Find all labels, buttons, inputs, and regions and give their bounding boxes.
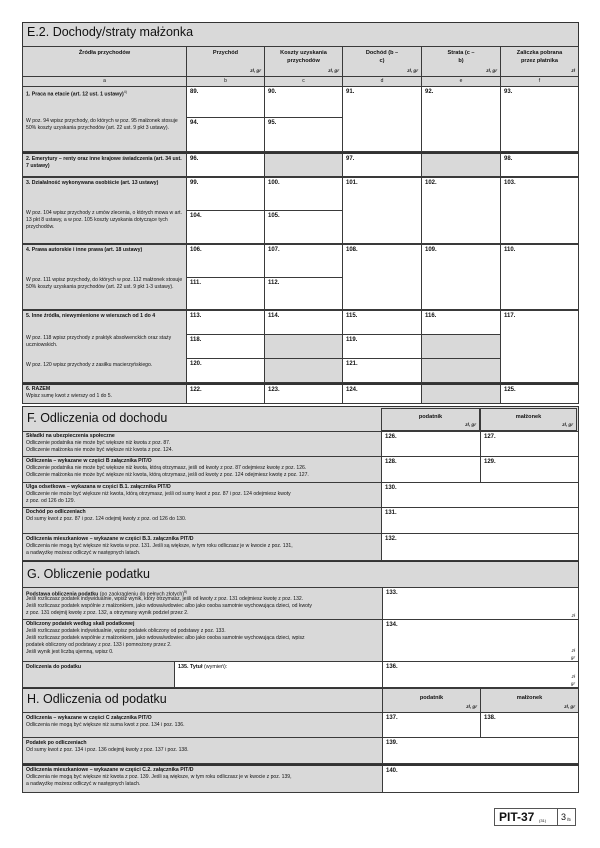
field-133[interactable]: 133. zł (382, 587, 579, 620)
field-137[interactable]: 137. (382, 712, 481, 738)
field-125[interactable]: 125. (500, 383, 579, 404)
field-139[interactable]: 139. (382, 737, 579, 764)
g-row-tax-additions: Doliczenia do podatku (22, 661, 175, 688)
field-91[interactable]: 91. (342, 86, 422, 152)
field-124[interactable]: 124. (342, 383, 422, 404)
col-header-podatnik-h: podatnik zł, gr (382, 688, 481, 713)
col-header-zaliczka: Zaliczka pobrana przez płatnika zł (500, 46, 579, 77)
field-104[interactable]: 104. (186, 210, 265, 244)
field-112[interactable]: 112. (264, 277, 343, 310)
col-header-przychod: Przychód zł, gr (186, 46, 265, 77)
section-g-title: G. Obliczenie podatku (27, 567, 150, 581)
row-1-label: 1. Praca na etacie (art. 12 ust. 1 ustawy)$^{4)}$ W poz. 94 wpisz przychody, do których w poz. 95 małżonek stosuje 50% koszty uzyskania przychodów (art. 22 ust. 9 pkt 3 ustawy). (22, 86, 187, 152)
h-row-housing-deductions: Odliczenia mieszkaniowe – wykazane w części C.2. załącznika PIT/D Odliczenia nie mogą być większe niż kwota z poz. 139. Jeśli są większe, w tym roku odliczasz je w kwocie z poz. 139, a nadwyżkę możesz odliczyć w następnych latach. (22, 764, 383, 793)
f-row-housing-deductions: Odliczenia mieszkaniowe – wykazane w części B.3. załącznika PIT/D Odliczenia nie mogą być większe niż kwota w poz. 131. Jeśli są większe, w tym roku odliczasz je w kwocie z poz. 131, a nadwyżkę możesz odliczyć w następnych latach. (22, 533, 382, 561)
h-row-tax-after-deductions: Podatek po odliczeniach Od sumy kwot z poz. 134 i poz. 136 odejmij kwoty z poz. 137 i poz. 138. (22, 737, 383, 764)
field-101[interactable]: 101. (342, 177, 422, 244)
field-103[interactable]: 103. (500, 177, 579, 244)
field-132[interactable]: 132. (381, 533, 579, 561)
page-number-box (557, 808, 576, 826)
field-116[interactable]: 116. (421, 310, 501, 335)
field-110[interactable]: 110. (500, 244, 579, 310)
col-header-malzonek: małżonek zł, gr (480, 408, 577, 431)
field-134[interactable]: 134. zł gr (382, 619, 579, 662)
field-90[interactable]: 90. (264, 86, 343, 118)
field-disabled (264, 152, 343, 177)
field-102[interactable]: 102. (421, 177, 501, 244)
col-header-sources: Źródła przychodów (22, 46, 187, 77)
field-130[interactable]: 130. (381, 482, 579, 508)
col-header-podatnik: podatnik zł, gr (381, 408, 480, 431)
field-disabled (264, 358, 343, 383)
row-2-label: 2. Emerytury – renty oraz inne krajowe świadczenia (art. 34 ust. 7 ustawy) (22, 152, 187, 177)
field-119[interactable]: 119. (342, 334, 422, 359)
field-106[interactable]: 106. (186, 244, 265, 278)
field-disabled (421, 383, 501, 404)
col-letter-c: c (264, 76, 343, 87)
section-e2-title: E.2. Dochody/straty małżonka (27, 25, 194, 39)
field-89[interactable]: 89. (186, 86, 265, 118)
f-row-social-insurance: Składki na ubezpieczenia społeczne Odliczenie podatnika nie może być większe niż kwota z poz. 87. Odliczenie małżonka nie może być większe niż kwota z poz. 124. (22, 431, 382, 457)
form-name: PIT-37 (499, 810, 535, 824)
field-117[interactable]: 117. (500, 310, 579, 383)
field-128[interactable]: 128. (381, 456, 481, 483)
field-123[interactable]: 123. (264, 383, 343, 404)
field-138[interactable]: 138. (480, 712, 579, 738)
section-h-title: H. Odliczenia od podatku (27, 692, 167, 706)
f-row-pit-o-deductions: Odliczenia – wykazane w części B załącznika PIT/O Odliczenie podatnika nie może być większe niż kwota, którą otrzymasz, jeśli od kwoty z poz. 87 odejmiesz kwotę z poz. 126. Odliczenie małżonka nie może być większe niż kwota, którą otrzymasz, jeśli od kwoty z poz. 124 odejmiesz kwotę z poz. 127. (22, 456, 382, 483)
field-120[interactable]: 120. (186, 358, 265, 383)
section-f-title: F. Odliczenia od dochodu (27, 411, 168, 425)
field-93[interactable]: 93. (500, 86, 579, 152)
field-96[interactable]: 96. (186, 152, 265, 177)
field-100[interactable]: 100. (264, 177, 343, 211)
form-version: (31) (539, 818, 547, 823)
field-disabled (421, 152, 501, 177)
field-122[interactable]: 122. (186, 383, 265, 404)
h-row-pit-o-deductions: Odliczenia – wykazane w części C załącznika PIT/O Odliczenia nie mogą być większe niż suma kwot z poz. 134 i poz. 136. (22, 712, 383, 738)
g-row-tax-base: Podstawa obliczenia podatku (po zaokrągleniu do pełnych złotych)$^{5)}$ Jeśli rozliczasz podatek indywidualnie, wpisz wynik, który otrzymasz, jeśli od kwoty z poz. 131 odejmiesz kwotę z poz. 132. Jeśli rozliczasz podatek wspólnie z małżonkiem, jako wdowa/wdowiec albo jako osoba samotnie wychowująca dzieci, od kwoty z poz. 131 odejmij kwotę z poz. 132, a otrzymany wynik podziel przez 2. (22, 587, 383, 620)
col-header-strata: Strata (c – b) zł, gr (421, 46, 501, 77)
field-136[interactable]: 136. zł gr (382, 661, 579, 688)
field-92[interactable]: 92. (421, 86, 501, 152)
f-row-interest-relief: Ulga odsetkowa – wykazana w części B.1. załącznika PIT/D Odliczenie nie może być większe niż kwota, którą otrzymasz, jeśli od sumy kwot z poz. 87 i poz. 124 odejmiesz kwoty z poz. od 126 do 129. (22, 482, 382, 508)
field-118[interactable]: 118. (186, 334, 265, 359)
field-111[interactable]: 111. (186, 277, 265, 310)
field-disabled (421, 358, 501, 383)
field-140[interactable]: 140. (382, 764, 579, 793)
field-114[interactable]: 114. (264, 310, 343, 335)
field-113[interactable]: 113. (186, 310, 265, 335)
field-97[interactable]: 97. (342, 152, 422, 177)
field-127[interactable]: 127. (480, 431, 579, 457)
field-115[interactable]: 115. (342, 310, 422, 335)
field-108[interactable]: 108. (342, 244, 422, 310)
field-98[interactable]: 98. (500, 152, 579, 177)
col-header-dochod: Dochód (b – c) zł, gr (342, 46, 422, 77)
g-row-calculated-tax: Obliczony podatek według skali podatkowej Jeśli rozliczasz podatek indywidualnie, wpisz podatek obliczony od podstawy z poz. 133. Jeśli rozliczasz podatek wspólnie z małżonkiem, jako wdowa/wdowiec albo jako osoba samotnie wychowująca dzieci, wpisz podatek obliczony od podstawy z poz. 133 i pomnożony przez 2. Jeśli wynik jest liczbą ujemną, wpisz 0. (22, 619, 383, 662)
col-header-malzonek-h: małżonek zł, gr (480, 688, 579, 713)
col-header-koszty: Koszty uzyskania przychodów zł, gr (264, 46, 343, 77)
col-letter-f: f (500, 76, 579, 87)
field-135-title[interactable]: 135. Tytuł (wymień): (174, 661, 383, 688)
field-105[interactable]: 105. (264, 210, 343, 244)
field-107[interactable]: 107. (264, 244, 343, 278)
row-3-label: 3. Działalność wykonywana osobiście (art. 13 ustawy) W poz. 104 wpisz przychody z umów zlecenia, o których mowa w art. 13 pkt 8 ustawy, a w poz. 105 koszty uzyskania dotyczące tych przychodów. (22, 177, 187, 244)
f-row-income-after-deductions: Dochód po odliczeniach Od sumy kwot z poz. 87 i poz. 124 odejmij kwoty z poz. od 126 do 130. (22, 507, 382, 534)
col-letter-a: a (22, 76, 187, 87)
col-letter-b: b (186, 76, 265, 87)
field-131[interactable]: 131. (381, 507, 579, 534)
field-94[interactable]: 94. (186, 117, 265, 152)
row-5-label: 5. Inne źródła, niewymienione w wierszach od 1 do 4 W poz. 118 wpisz przychody z praktyk absolwenckich oraz staży uczniowskich. W poz. 120 wpisz przychody z zasiłku macierzyńskiego. (22, 310, 187, 383)
field-126[interactable]: 126. (381, 431, 481, 457)
row-4-label: 4. Prawa autorskie i inne prawa (art. 18 ustawy) W poz. 111 wpisz przychody, do których w poz. 112 małżonek stosuje 50% koszty uzyskania przychodów (art. 22 ust. 9 pkt 1-3 ustawy). (22, 244, 187, 310)
field-109[interactable]: 109. (421, 244, 501, 310)
page-total: /5 (567, 817, 571, 822)
field-disabled (264, 334, 343, 359)
field-95[interactable]: 95. (264, 117, 343, 152)
col-letter-d: d (342, 76, 422, 87)
row-6-label: 6. RAZEM Wpisz sumę kwot z wierszy od 1 do 5. (22, 383, 187, 404)
field-121[interactable]: 121. (342, 358, 422, 383)
field-129[interactable]: 129. (480, 456, 579, 483)
col-letter-e: e (421, 76, 501, 87)
field-99[interactable]: 99. (186, 177, 265, 211)
form-id-box (494, 808, 558, 826)
page-number: 3 (561, 812, 567, 822)
field-disabled (421, 334, 501, 359)
